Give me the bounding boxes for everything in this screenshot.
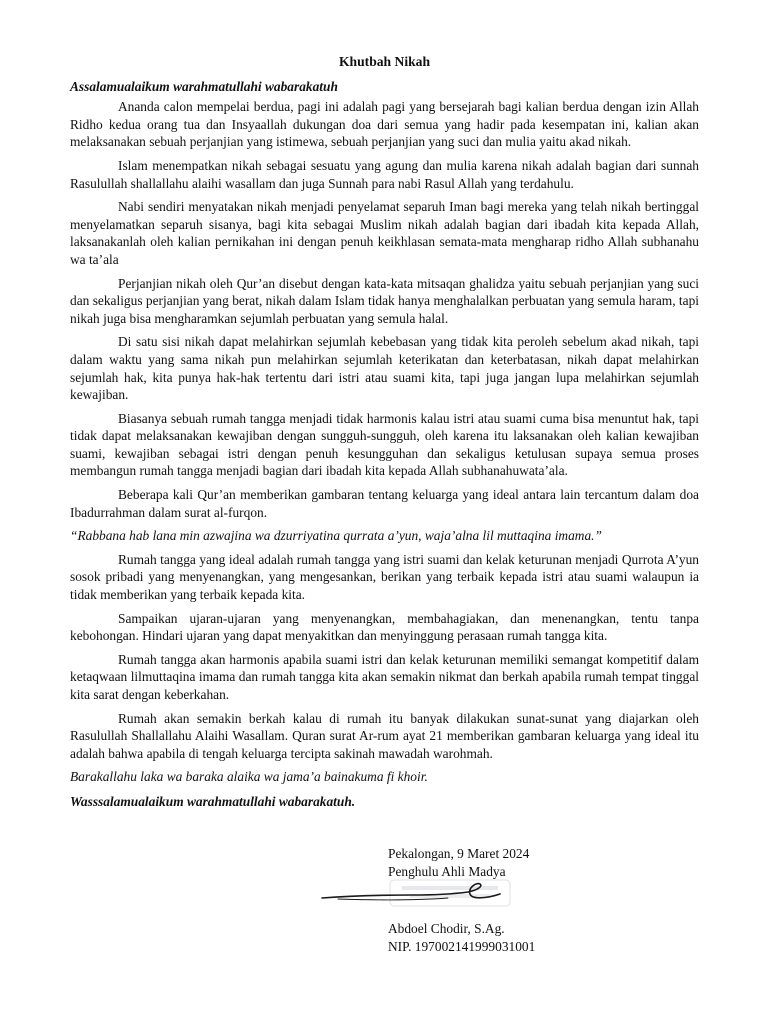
closing-doa: Barakallahu laka wa baraka alaika wa jama’a bainakuma fi khoir. <box>70 769 428 785</box>
opening-greeting: Assalamualaikum warahmatullahi wabarakatuh <box>70 78 338 94</box>
paragraph: Rumah tangga akan harmonis apabila suami istri dan kelak keturunan memiliki semangat kompetitif dalam ketaqwaan lilmuttaqina imama dan rumah tangga kita akan semakin nikmat dan berkah apabila rumah tempat tinggal kita sarat dengan keberkahan. <box>70 651 699 702</box>
signatory-nip: NIP. 197002141999031001 <box>388 938 536 954</box>
quran-doa-quote: “Rabbana hab lana min azwajina wa dzurriyatina qurrata a’yun, waja’alna lil muttaqina imama.” <box>70 528 602 544</box>
place-date: Pekalongan, 9 Maret 2024 <box>388 846 530 861</box>
paragraph: Perjanjian nikah oleh Qur’an disebut dengan kata-kata mitsaqan ghalidza yaitu sebuah perjanjian yang suci dan sekaligus perjanjian yang berat, nikah dalam Islam tidak hanya menghalalkan perbuatan yang semula haram, tapi nikah juga bisa mengharamkan sejumlah perbuatan yang semula halal. <box>70 275 699 326</box>
document-page <box>70 53 699 811</box>
closing-salam: Wasssalamualaikum warahmatullahi wabarakatuh. <box>70 793 356 809</box>
signatory-name: Abdoel Chodir, S.Ag. <box>388 921 505 937</box>
paragraph: Ananda calon mempelai berdua, pagi ini adalah pagi yang bersejarah bagi kalian berdua dengan izin Allah Ridho kedua orang tua dan Insyaallah dukungan doa dari semua yang hadir pada kesempatan ini, kalian akan melaksanakan sebuah perjanjian yang istimewa, sebuah perjanjian yang suci dan mulia yaitu akad nikah. <box>70 99 699 150</box>
paragraph: Rumah tangga yang ideal adalah rumah tangga yang istri suami dan kelak keturunan menjadi Qurrota A’yun sosok pribadi yang menyenangkan, yang mengesankan, berikan yang terbaik kepada istri atau suami walaupun ia tidak memberikan yang terbaik kepada kita. <box>70 551 699 603</box>
paragraph: Sampaikan ujaran-ujaran yang menyenangkan, membahagiakan, dan menenangkan, tentu tanpa kebohongan. Hindari ujaran yang dapat menyakitkan dan menyinggung perasaan rumah tangga kita. <box>70 610 699 644</box>
paragraph: Di satu sisi nikah dapat melahirkan sejumlah kebebasan yang tidak kita peroleh sebelum akad nikah, tapi dalam waktu yang sama nikah pun melahirkan sejumlah keterikatan dan keterbatasan, nikah dapat melahirkan sejumlah hak, kita punya hak-hak tertentu dari istri atau suami kita, tapi juga jangan lupa melahirkan sejumlah kewajiban. <box>70 334 699 403</box>
paragraph: Rumah akan semakin berkah kalau di rumah itu banyak dilakukan sunat-sunat yang diajarkan oleh Rasulullah Shallallahu Alaihi Wasallam. Quran surat Ar-rum ayat 21 memberikan gambaran keluarga yang ideal itu adalah bahwa apabila di tengah keluarga tercipta sakinah mawadah warohmah. <box>70 710 699 761</box>
paragraph: Beberapa kali Qur’an memberikan gambaran tentang keluarga yang ideal antara lain tercantum dalam doa Ibadurrahman dalam surat al-furqon. <box>70 487 699 520</box>
signature-block <box>388 845 648 955</box>
document-title: Khutbah Nikah <box>338 54 431 69</box>
paragraph: Nabi sendiri menyatakan nikah menjadi penyelamat separuh Iman bagi mereka yang telah nikah bertinggal menyelamatkan separuh sisanya, bagi kita sebagai Muslim nikah adalah bagian dari ibadah kita kepada Allah, laksanakanlah oleh kalian pernikahan ini dengan penuh keikhlasan semata-mata mengharap ridho Allah subhanahu wa ta’ala <box>70 199 699 267</box>
paragraph: Biasanya sebuah rumah tangga menjadi tidak harmonis kalau istri atau suami cuma bisa menuntut hak, tapi tidak dapat melaksanakan kewajiban dengan sungguh-sungguh, oleh karena itu laksanakan oleh kalian kewajiban suami, kewajiban sebagai istri dengan penuh kesungguhan dan sekaligus ketulusan supaya semua proses membangun rumah tangga menjadi bagian dari ibadah kita kepada Allah subhanahuwata’ala. <box>70 410 699 479</box>
paragraph: Islam menempatkan nikah sebagai sesuatu yang agung dan mulia karena nikah adalah bagian dari sunnah Rasulullah shallallahu alaihi wasallam dan juga Sunnah para nabi Rasul Allah yang terdahulu. <box>70 157 699 191</box>
official-position: Penghulu Ahli Madya <box>388 863 506 879</box>
